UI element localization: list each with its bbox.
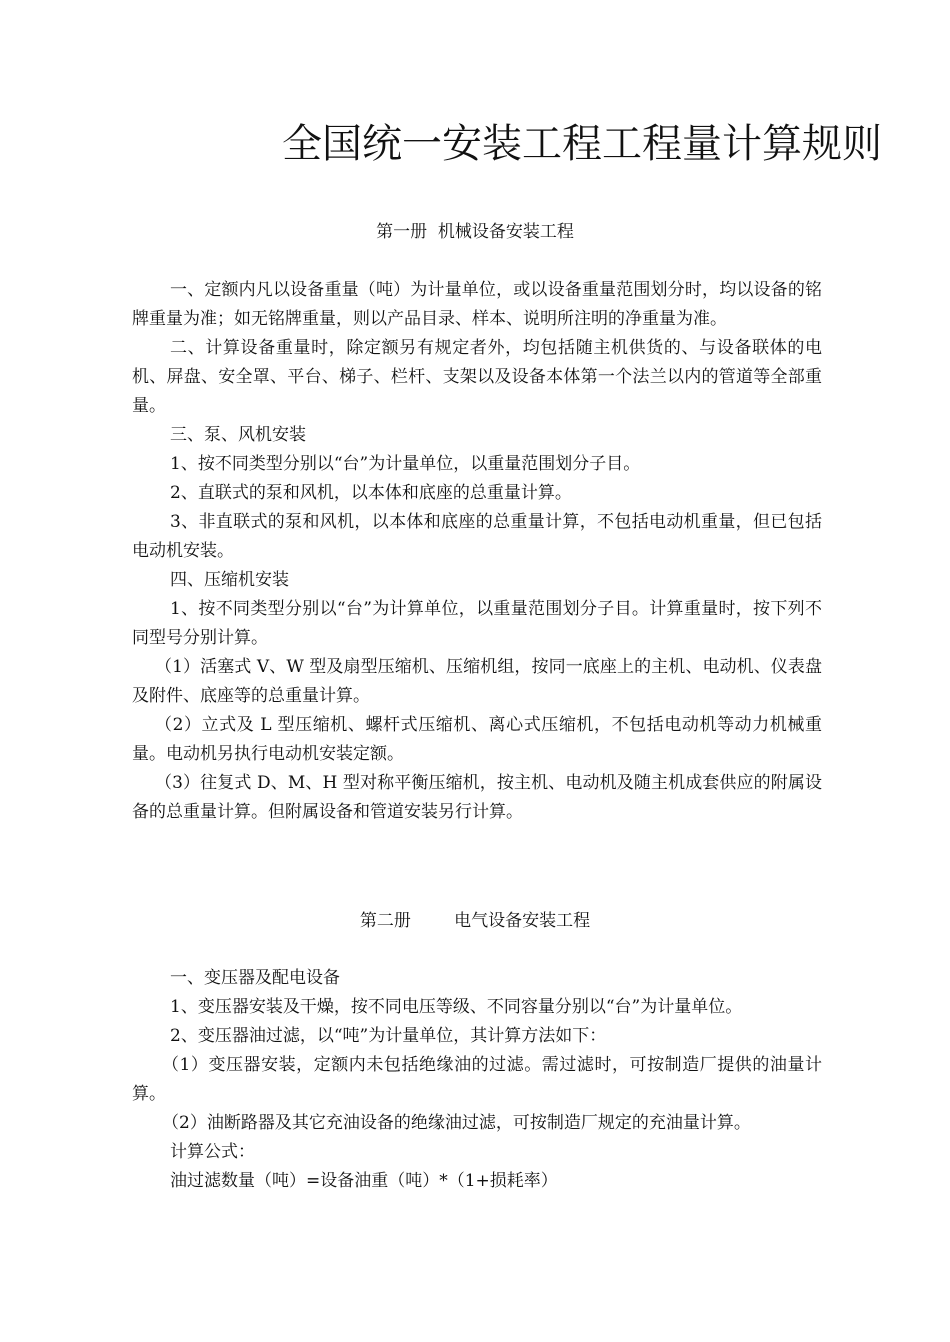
v2-paragraph-4: （1）变压器安装，定额内未包括绝缘油的过滤。需过滤时，可按制造厂提供的油量计算。 bbox=[132, 1055, 822, 1104]
document-title: 全国统一安装工程工程量计算规则 bbox=[282, 121, 882, 167]
v2-paragraph-2: 1、变压器安装及干燥，按不同电压等级、不同容量分别以“台”为计量单位。 bbox=[170, 997, 743, 1017]
v1-paragraph-8: 1、按不同类型分别以“台”为计算单位，以重量范围划分子目。计算重量时，按下列不同型号分别计算。 bbox=[132, 599, 822, 648]
v1-paragraph-1: 一、定额内凡以设备重量（吨）为计量单位，或以设备重量范围划分时，均以设备的铭牌重量为准；如无铭牌重量，则以产品目录、样本、说明所注明的净重量为准。 bbox=[132, 280, 822, 329]
v2-paragraph-3: 2、变压器油过滤，以“吨”为计量单位，其计算方法如下： bbox=[170, 1026, 607, 1046]
volume2-heading: 第二册 电气设备安装工程 bbox=[359, 911, 591, 931]
v1-paragraph-3: 三、泵、风机安装 bbox=[170, 425, 306, 445]
v1-paragraph-9: （1）活塞式 V、W 型及扇型压缩机、压缩机组，按同一底座上的主机、电动机、仪表盘及附件、底座等的总重量计算。 bbox=[132, 657, 822, 706]
v2-paragraph-1: 一、变压器及配电设备 bbox=[170, 968, 340, 988]
volume1-body bbox=[132, 276, 822, 827]
v1-paragraph-7: 四、压缩机安装 bbox=[170, 570, 289, 590]
v1-paragraph-4: 1、按不同类型分别以“台”为计量单位，以重量范围划分子目。 bbox=[170, 454, 641, 474]
v2-paragraph-6: 计算公式： bbox=[170, 1142, 255, 1162]
volume1-heading: 第一册 机械设备安装工程 bbox=[376, 222, 574, 242]
v2-paragraph-5: （2）油断路器及其它充油设备的绝缘油过滤，可按制造厂规定的充油量计算。 bbox=[162, 1113, 751, 1133]
v1-paragraph-6: 3、非直联式的泵和风机，以本体和底座的总重量计算，不包括电动机重量，但已包括电动机安装。 bbox=[132, 512, 822, 561]
v1-paragraph-11: （3）往复式 D、M、H 型对称平衡压缩机，按主机、电动机及随主机成套供应的附属设备的总重量计算。但附属设备和管道安装另行计算。 bbox=[132, 773, 822, 822]
v1-paragraph-10: （2）立式及 L 型压缩机、螺杆式压缩机、离心式压缩机，不包括电动机等动力机械重量。电动机另执行电动机安装定额。 bbox=[132, 715, 822, 764]
v2-paragraph-7: 油过滤数量（吨）=设备油重（吨）*（1+损耗率） bbox=[170, 1171, 558, 1191]
volume2-body bbox=[132, 964, 822, 1196]
v1-paragraph-5: 2、直联式的泵和风机，以本体和底座的总重量计算。 bbox=[170, 483, 572, 503]
v1-paragraph-2: 二、计算设备重量时，除定额另有规定者外，均包括随主机供货的、与设备联体的电机、屏盘、安全罩、平台、梯子、栏杆、支架以及设备本体第一个法兰以内的管道等全部重量。 bbox=[132, 338, 822, 416]
